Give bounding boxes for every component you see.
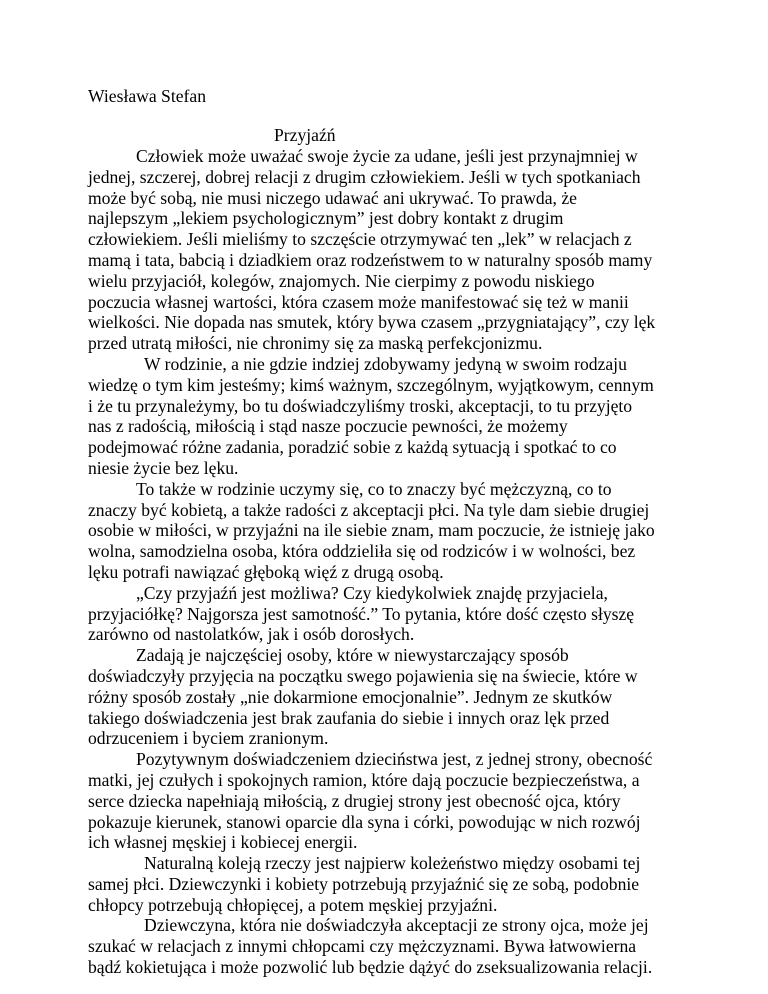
text-line: lęku potrafi nawiązać głęboką więź z drugą osobą. (88, 561, 444, 582)
text-line: odrzuceniem i byciem zranionym. (88, 728, 329, 749)
text-line: szukać w relacjach z innymi chłopcami czy mężczyznami. Bywa łatwowierna (88, 936, 637, 957)
text-line: przed utratą miłości, nie chronimy się za maską perfekcjonizmu. (88, 333, 543, 354)
text-line: wielkości. Nie dopada nas smutek, który bywa czasem „przygniatający”, czy lęk (88, 312, 656, 333)
text-line: W rodzinie, a nie gdzie indziej zdobywamy jedyną w swoim rodzaju (144, 353, 627, 374)
text-line: wiedzę o tym kim jesteśmy; kimś ważnym, szczególnym, wyjątkowym, cennym (88, 374, 654, 395)
text-line: wolna, samodzielna osoba, która oddzieliła się od rodziców i w wolności, bez (88, 541, 636, 562)
text-line: „Czy przyjaźń jest możliwa? Czy kiedykolwiek znajdę przyjaciela, (136, 582, 608, 603)
text-line: wielu przyjaciół, kolegów, znajomych. Nie cierpimy z powodu niskiego (88, 270, 595, 291)
text-line: zarówno od nastolatków, jak i osób dorosłych. (88, 624, 415, 645)
text-line: przyjaciółkę? Najgorsza jest samotność.” To pytania, które dość często słyszę (88, 603, 635, 624)
text-line: najlepszym „lekiem psychologicznym” jest dobry kontakt z drugim (88, 208, 564, 229)
text-line: znaczy być kobietą, a także radości z akceptacji płci. Na tyle dam siebie drugiej (88, 499, 650, 520)
document-title: Przyjaźń (274, 125, 336, 145)
text-line: ich własnej męskiej i kobiecej energii. (88, 832, 358, 853)
text-line: mamą i tata, babcią i dziadkiem oraz rodzeństwem to w naturalny sposób mamy (88, 249, 653, 270)
text-line: serce dziecka napełniają miłością, z drugiej strony jest obecność ojca, który (88, 790, 621, 811)
text-line: nas z radością, miłością i stąd nasze poczucie pewności, że możemy (88, 416, 568, 437)
text-line: doświadczyły przyjęcia na początku swego pojawienia się na świecie, które w (88, 665, 638, 686)
text-line: pokazuje kierunek, stanowi oparcie dla syna i córki, powodując w nich rozwój (88, 811, 641, 832)
text-line: poczucia własnej wartości, która czasem może manifestować się też w manii (88, 291, 629, 312)
author-name: Wiesława Stefan (88, 86, 207, 106)
text-line: Dziewczyna, która nie doświadczyła akceptacji ze strony ojca, może jej (144, 915, 649, 936)
text-line: bądź kokietująca i może pozwolić lub będzie dążyć do zseksualizowania relacji. (88, 957, 653, 978)
text-line: takiego doświadczenia jest brak zaufania do siebie i innych oraz lęk przed (88, 707, 610, 728)
body-text (88, 146, 708, 978)
text-line: osobie w miłości, w przyjaźni na ile siebie znam, mam poczucie, że istnieję jako (88, 520, 655, 541)
text-line: matki, jej czułych i spokojnych ramion, które dają poczucie bezpieczeństwa, a (88, 769, 640, 790)
text-line: niesie życie bez lęku. (88, 457, 239, 478)
text-line: Zadają je najczęściej osoby, które w niewystarczający sposób (136, 645, 569, 666)
text-line: różny sposób zostały „nie dokarmione emocjonalnie”. Jednym ze skutków (88, 686, 613, 707)
text-line: samej płci. Dziewczynki i kobiety potrzebują przyjaźnić się ze sobą, podobnie (88, 873, 640, 894)
text-line: podejmować różne zadania, poradzić sobie z każdą sytuacją i spotkać to co (88, 437, 617, 458)
text-line: Pozytywnym doświadczeniem dzieciństwa jest, z jednej strony, obecność (136, 749, 653, 770)
text-line: To także w rodzinie uczymy się, co to znaczy być mężczyzną, co to (136, 478, 612, 499)
text-line: Naturalną koleją rzeczy jest najpierw koleżeństwo między osobami tej (144, 853, 641, 874)
text-line: Człowiek może uważać swoje życie za udane, jeśli jest przynajmniej w (136, 146, 638, 166)
text-line: człowiekiem. Jeśli mieliśmy to szczęście otrzymywać ten „lek” w relacjach z (88, 229, 632, 250)
text-line: jednej, szczerej, dobrej relacji z drugim człowiekiem. Jeśli w tych spotkaniach (88, 166, 641, 187)
text-line: może być sobą, nie musi niczego udawać ani ukrywać. To prawda, że (88, 187, 577, 208)
text-line: chłopcy potrzebują chłopięcej, a potem męskiej przyjaźni. (88, 894, 498, 915)
text-line: i że tu przynależymy, bo tu doświadczyliśmy troski, akceptacji, to tu przyjęto (88, 395, 633, 416)
